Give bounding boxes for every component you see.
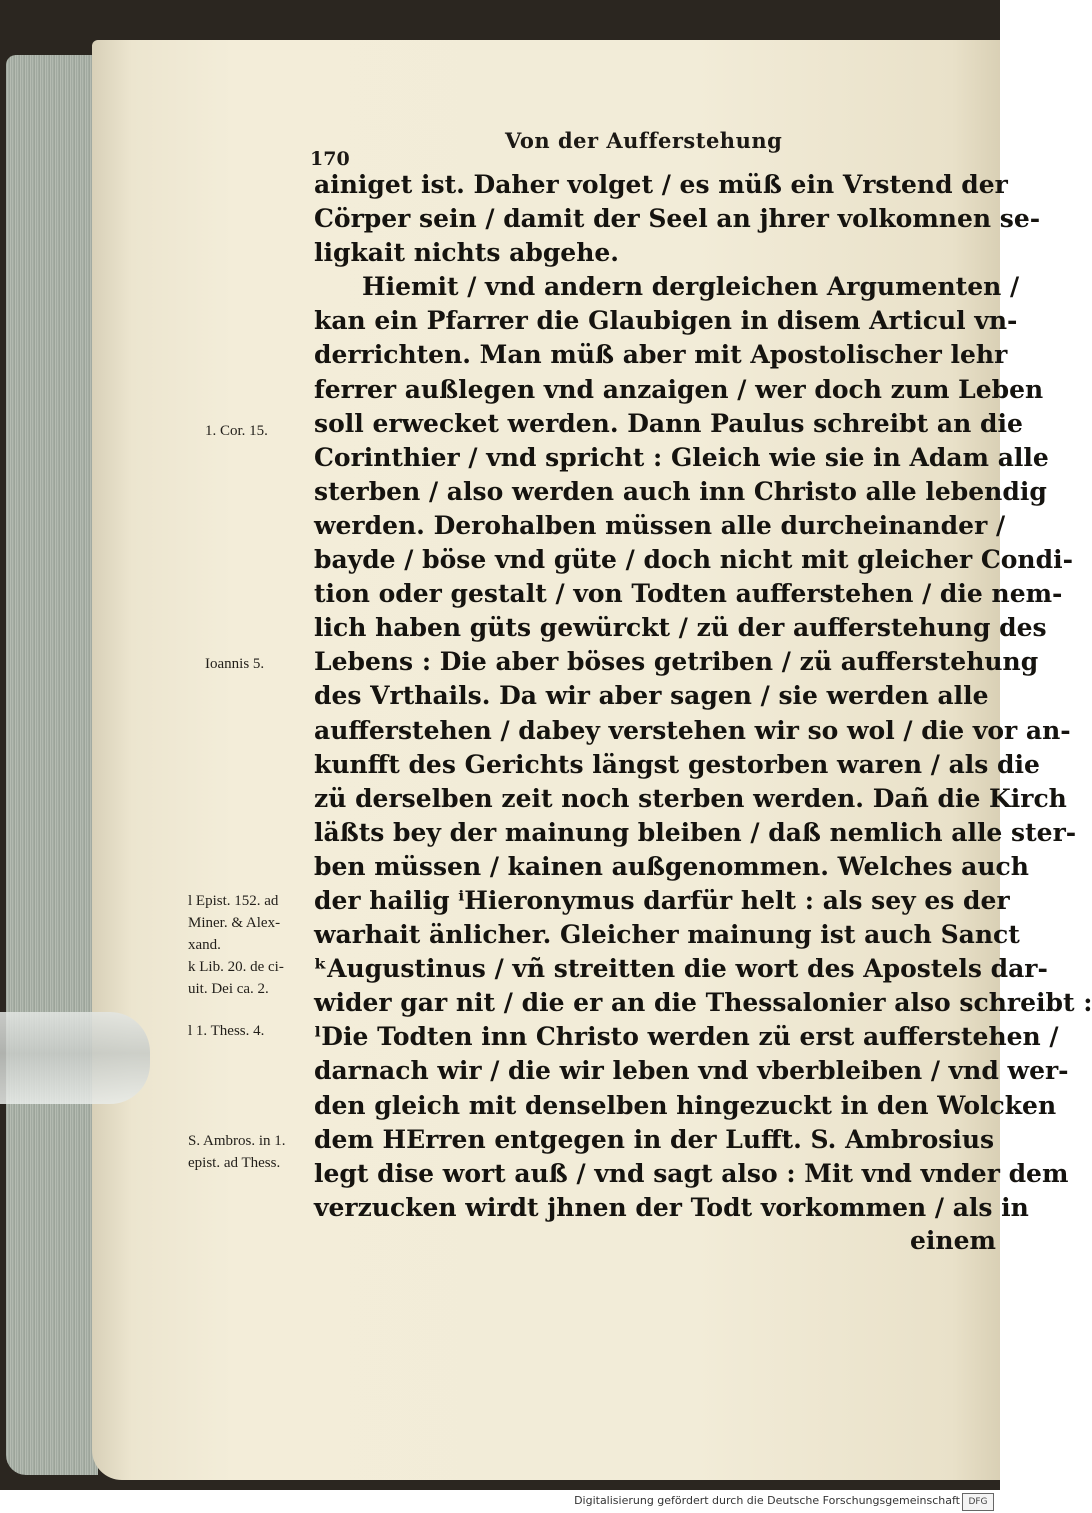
margin-note-lib: k Lib. 20. de ci- uit. Dei ca. 2. bbox=[188, 959, 284, 997]
text-line: bayde / böse vnd güte / doch nicht mit gleicher Condi- bbox=[314, 545, 1073, 575]
text-line: ainiget ist. Daher volget / es müß ein Vrstend der bbox=[314, 170, 1008, 199]
text-line: ben müssen / kainen außgenommen. Welches auch bbox=[314, 851, 1029, 881]
margin-note-1-cor: 1. Cor. 15. bbox=[205, 423, 268, 439]
margin-note-thess: l 1. Thess. 4. bbox=[188, 1023, 265, 1039]
text-line: kunfft des Gerichts längst gestorben waren / als die bbox=[314, 749, 1040, 779]
text-line: derrichten. Man müß aber mit Apostolischer lehr bbox=[314, 340, 1008, 370]
margin-note-ioannis: Ioannis 5. bbox=[205, 656, 265, 672]
margin-note-ambros: S. Ambros. in 1. epist. ad Thess. bbox=[188, 1133, 286, 1171]
footer-bar bbox=[0, 1490, 1000, 1513]
text-line: ferrer außlegen vnd anzaigen / wer doch zum Leben bbox=[314, 374, 1044, 404]
text-line: tion oder gestalt / von Todten aufferstehen / die nem- bbox=[314, 579, 1063, 609]
text-line: warhait änlicher. Gleicher mainung ist auch Sanct bbox=[314, 920, 1020, 950]
text-line: läßts bey der mainung bleiben / daß nemlich alle ster- bbox=[314, 817, 1077, 847]
bookmark-clip bbox=[0, 1012, 150, 1104]
text-line: Cörper sein / damit der Seel an jhrer volkomnen se- bbox=[314, 204, 1041, 234]
catchword: einem bbox=[910, 1226, 996, 1255]
body-text bbox=[314, 168, 1092, 1225]
text-line: der hailig ⁱHieronymus darfür helt : als sey es der bbox=[314, 885, 1010, 915]
text-line: wider gar nit / die er an die Thessalonier also schreibt : bbox=[314, 988, 1092, 1018]
text-line: kan ein Pfarrer die Glaubigen in disem Articul vn- bbox=[314, 306, 1018, 336]
running-title: Von der Aufferstehung bbox=[505, 128, 783, 153]
text-line: ˡDie Todten inn Christo werden zü erst aufferstehen / bbox=[314, 1022, 1059, 1052]
text-line: ᵏAugustinus / vñ streitten die wort des Apostels dar- bbox=[314, 954, 1048, 984]
text-line: verzucken wirdt jhnen der Todt vorkommen / als in bbox=[314, 1192, 1029, 1222]
text-line: des Vrthails. Da wir aber sagen / sie werden alle bbox=[314, 681, 989, 711]
text-line: ligkait nichts abgehe. bbox=[314, 238, 619, 268]
text-line: Lebens : Die aber böses getriben / zü aufferstehung bbox=[314, 647, 1039, 677]
page-edges bbox=[6, 55, 98, 1475]
text-line: lich haben güts gewürckt / zü der aufferstehung des bbox=[314, 613, 1047, 643]
page-number: 170 bbox=[310, 148, 350, 170]
text-line: werden. Derohalben müssen alle durcheinander / bbox=[314, 510, 1006, 540]
margin-note-epist: l Epist. 152. ad Miner. & Alex- xand. bbox=[188, 893, 281, 953]
text-line: sterben / also werden auch inn Christo alle lebendig bbox=[314, 476, 1047, 506]
funding-credit: Digitalisierung gefördert durch die Deutsche Forschungsgemeinschaft bbox=[574, 1494, 960, 1507]
text-line: soll erwecket werden. Dann Paulus schreibt an die bbox=[314, 408, 1023, 438]
text-line: Hiemit / vnd andern dergleichen Argumenten / bbox=[362, 272, 1020, 302]
text-line: legt dise wort auß / vnd sagt also : Mit vnd vnder dem bbox=[314, 1158, 1069, 1188]
dfg-logo-icon: DFG bbox=[962, 1493, 994, 1511]
text-line: dem HErren entgegen in der Lufft. S. Ambrosius bbox=[314, 1124, 995, 1154]
text-line: zü derselben zeit noch sterben werden. Dañ die Kirch bbox=[314, 783, 1067, 813]
text-line: Corinthier / vnd spricht : Gleich wie sie in Adam alle bbox=[314, 442, 1049, 472]
text-line: aufferstehen / dabey verstehen wir so wol / die vor an- bbox=[314, 715, 1071, 745]
text-line: den gleich mit denselben hingezuckt in den Wolcken bbox=[314, 1090, 1057, 1120]
text-line: darnach wir / die wir leben vnd vberbleiben / vnd wer- bbox=[314, 1056, 1069, 1086]
